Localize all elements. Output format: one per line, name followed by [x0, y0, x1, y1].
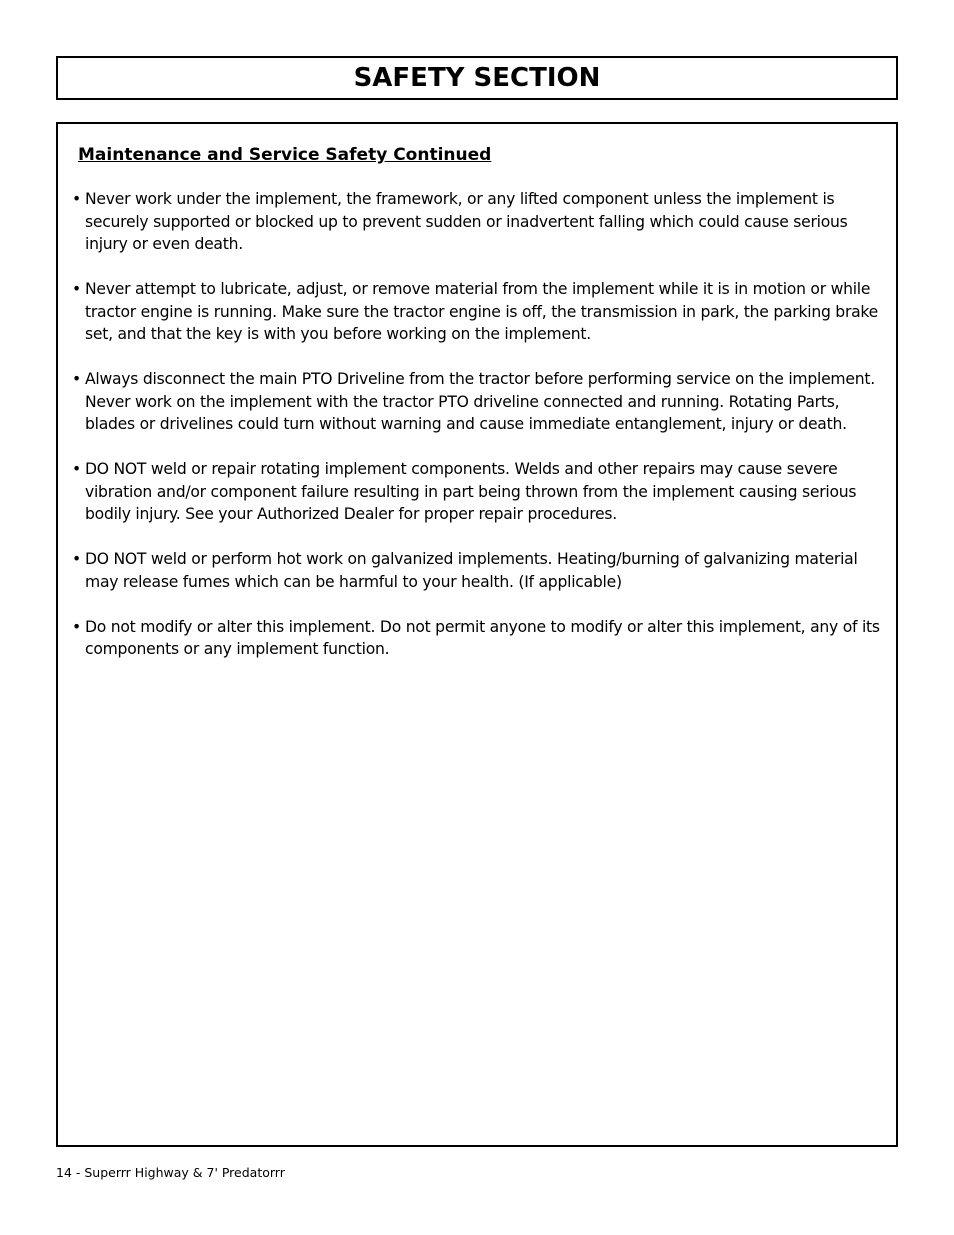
- list-item: [72, 458, 884, 526]
- list-item-text: DO NOT weld or repair rotating implement components. Welds and other repairs may cause severe vibration and/or component failure resulting in part being thrown from the implement causing serious bodily injury. See your Authorized Dealer for proper repair procedures.: [85, 460, 857, 523]
- list-item-text: Never work under the implement, the framework, or any lifted component unless the implement is securely supported or blocked up to prevent sudden or inadvertent falling which could cause serious injury or even death.: [85, 190, 848, 253]
- list-item: [72, 368, 884, 436]
- list-item-text: Do not modify or alter this implement. Do not permit anyone to modify or alter this implement, any of its components or any implement function.: [85, 617, 880, 658]
- list-item-text: Never attempt to lubricate, adjust, or remove material from the implement while it is in motion or while tractor engine is running. Make sure the tractor engine is off, the transmission in park, the parking brake set, and that the key is with you before working on the implement.: [85, 280, 878, 343]
- page-title: SAFETY SECTION: [353, 63, 601, 93]
- list-item: [72, 548, 884, 593]
- list-item: [72, 278, 884, 346]
- section-header-box: [56, 56, 898, 100]
- page-footer: 14 - Superrr Highway & 7' Predatorrr: [56, 1165, 285, 1180]
- section-heading: Maintenance and Service Safety Continued: [78, 145, 492, 165]
- list-item: [72, 616, 884, 661]
- list-item: [72, 188, 884, 256]
- bullet-icon: •: [72, 280, 81, 298]
- safety-bullet-list: [72, 188, 884, 683]
- bullet-icon: •: [72, 460, 81, 478]
- bullet-icon: •: [72, 617, 81, 636]
- safety-content-box: [56, 122, 898, 1147]
- list-item-text: Always disconnect the main PTO Driveline from the tractor before performing service on the implement. Never work on the implement with the tractor PTO driveline connected and running. Rotating Parts, blades or drivelines could turn without warning and cause immediate entanglement, injury or death.: [85, 370, 875, 433]
- bullet-icon: •: [72, 370, 81, 388]
- bullet-icon: •: [72, 190, 81, 208]
- bullet-icon: •: [72, 550, 81, 568]
- list-item-text: DO NOT weld or perform hot work on galvanized implements. Heating/burning of galvanizing material may release fumes which can be harmful to your health. (If applicable): [85, 550, 858, 591]
